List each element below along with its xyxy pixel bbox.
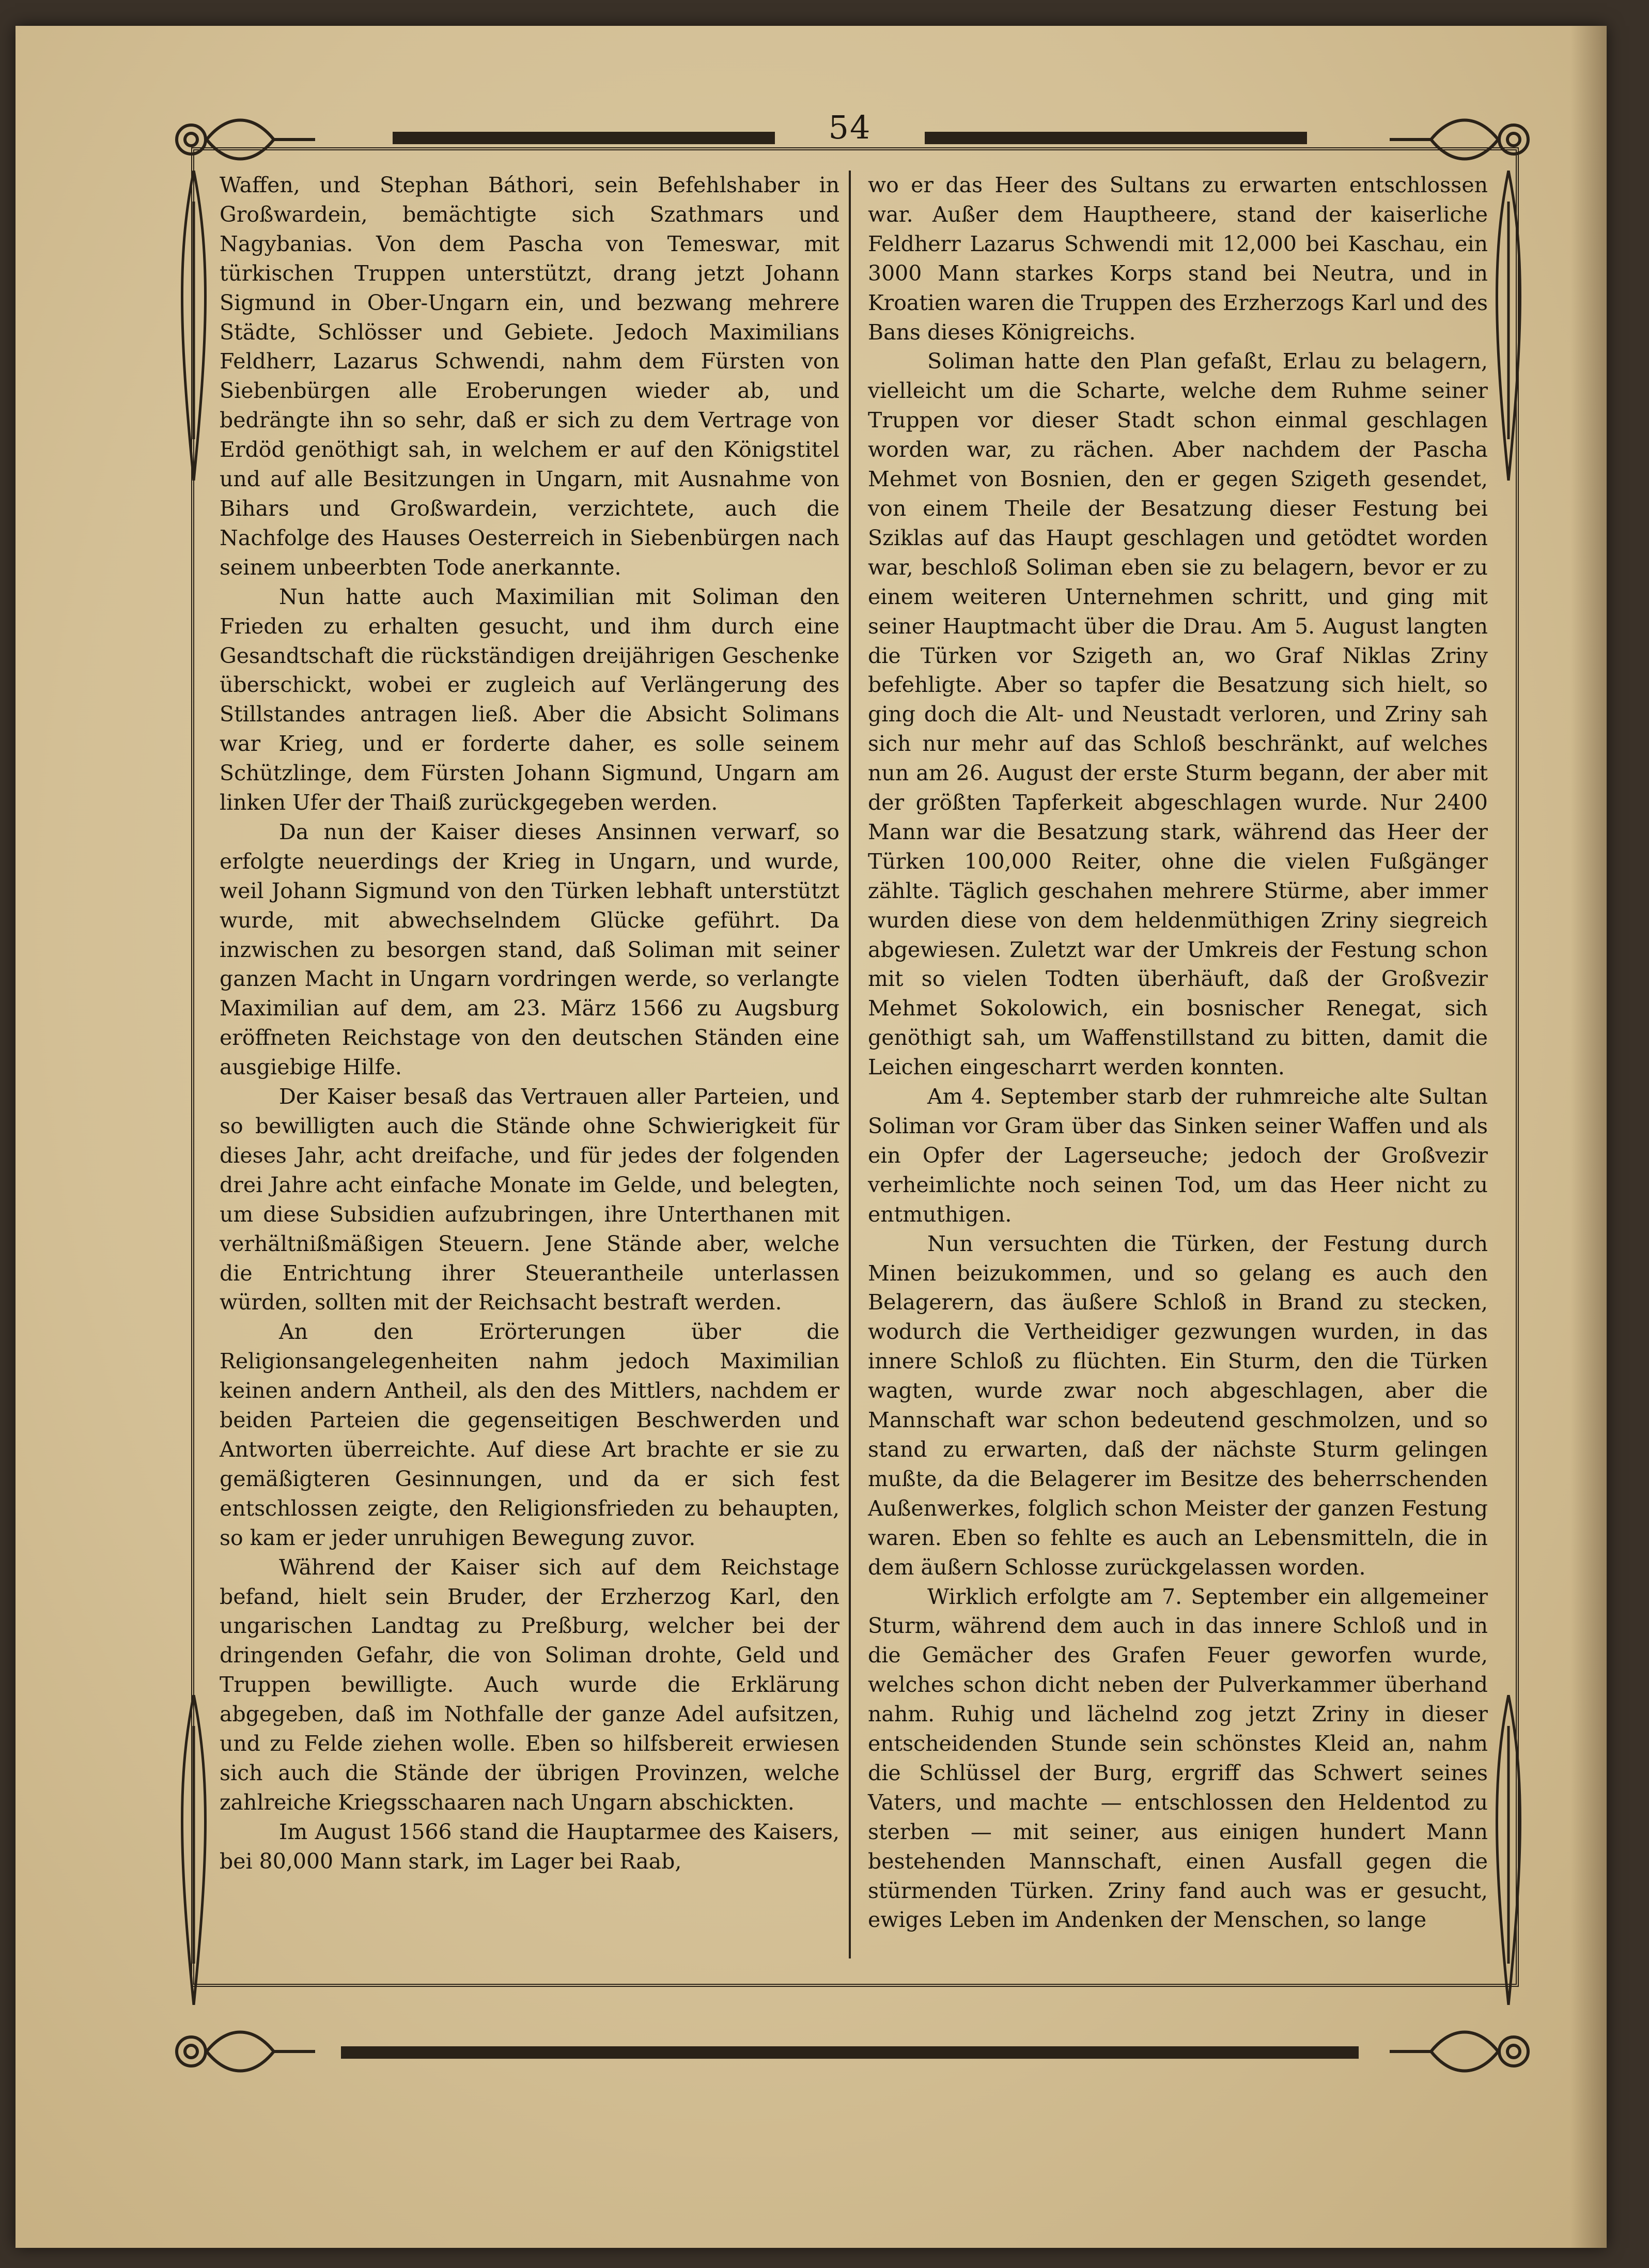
paragraph: Da nun der Kaiser dieses Ansinnen verwarf, so erfolgte neuerdings der Krieg in Ungarn, und wurde, weil Johann Sigmund von den Türken lebhaft unterstützt wurde, mit abwechselndem Glücke geführt. Da inzwischen zu besorgen stand, daß Soliman mit seiner ganzen Macht in Ungarn vordringen werde, so verlangte Maximilian auf dem, am 23. März 1566 zu Augsburg eröffneten Reichstage von den deutschen Ständen eine ausgiebige Hilfe.	[220, 819, 839, 1080]
text-column-left	[220, 171, 839, 1876]
paragraph: Während der Kaiser sich auf dem Reichstage befand, hielt sein Bruder, der Erzherzog Karl, den ungarischen Landtag zu Preßburg, welcher bei der dringenden Gefahr, die von Soliman drohte, Geld und Truppen bewilligte. Auch wurde die Erklärung abgegeben, daß im Nothfalle der ganze Adel aufsitzen, und zu Felde ziehen wolle. Eben so hilfsbereit erwiesen sich auch die Stände der übrigen Provinzen, welche zahlreiche Kriegsschaaren nach Ungarn abschickten.	[220, 1554, 839, 1815]
corner-ornament-bottom-left	[170, 2015, 315, 2088]
paragraph: Wirklich erfolgte am 7. September ein allgemeiner Sturm, während dem auch in das innere Schloß und in die Gemächer des Grafen Feuer geworfen wurde, welches schon dicht neben der Pulverkammer überhand nahm. Ruhig und lächelnd zog jetzt Zriny in dieser entscheidenden Stunde sein schönstes Kleid an, nahm die Schlüssel der Burg, ergriff das Schwert seines Vaters, und machte — entschlossen den Heldentod zu sterben — mit seiner, aus einigen hundert Mann bestehenden Mannschaft, einen Ausfall gegen die stürmenden Türken. Zriny fand auch was er gesucht, ewiges Leben im Andenken der Menschen, so lange	[868, 1584, 1488, 1933]
side-ornament-right	[1488, 171, 1529, 481]
corner-ornament-bottom-right	[1390, 2015, 1534, 2088]
paragraph: Waffen, und Stephan Báthori, sein Befehlshaber in Großwardein, bemächtigte sich Szathmars und Nagybanias. Von dem Pascha von Temeswar, mit türkischen Truppen unterstützt, drang jetzt Johann Sigmund in Ober-Ungarn ein, und bezwang mehrere Städte, Schlösser und Gebiete. Jedoch Maximilians Feldherr, Lazarus Schwendi, nahm dem Fürsten von Siebenbürgen alle Eroberungen wieder ab, und bedrängte ihn so sehr, daß er sich zu dem Vertrage von Erdöd genöthigt sah, in welchem er auf den Königstitel und auf alle Besitzungen in Ungarn, mit Ausnahme von Bihars und Großwardein, verzichtete, auch die Nachfolge des Hauses Oesterreich in Siebenbürgen nach seinem unbeerbten Tode anerkannte.	[220, 173, 839, 580]
paragraph: Nun hatte auch Maximilian mit Soliman den Frieden zu erhalten gesucht, und ihm durch eine Gesandtschaft die rückständigen dreijährigen Geschenke überschickt, wobei er zugleich auf Verlängerung des Stillstandes antragen ließ. Aber die Absicht Solimans war Krieg, und er forderte daher, es solle seinem Schützlinge, dem Fürsten Johann Sigmund, Ungarn am linken Ufer der Thaiß zurückgegeben werden.	[220, 584, 839, 815]
page-edge-shadow	[1570, 26, 1607, 2248]
side-ornament-right-bottom	[1488, 1695, 1529, 2005]
header-rule-right	[925, 132, 1307, 144]
paragraph: Der Kaiser besaß das Vertrauen aller Parteien, und so bewilligten auch die Stände ohne Schwierigkeit für dieses Jahr, acht dreifache, und für jedes der folgenden drei Jahre acht einfache Monate im Gelde, und belegten, um diese Subsidien aufzubringen, ihre Unterthanen mit verhältnißmäßigen Steuern. Jene Stände aber, welche die Entrichtung ihrer Steuerantheile unterlassen würden, sollten mit der Reichsacht bestraft werden.	[220, 1084, 839, 1315]
corner-ornament-top-right	[1390, 103, 1534, 176]
paragraph: Soliman hatte den Plan gefaßt, Erlau zu belagern, vielleicht um die Scharte, welche dem Ruhme seiner Truppen vor dieser Stadt schon einmal geschlagen worden war, zu rächen. Aber nachdem der Pascha Mehmet von Bosnien, den er gegen Szigeth gesendet, von einem Theile der Besatzung dieser Festung bei Sziklas auf das Haupt geschlagen und getödtet worden war, beschloß Soliman eben sie zu belagern, bevor er zu einem weiteren Unternehmen schritt, und ging mit seiner Hauptmacht über die Drau. Am 5. August langten die Türken vor Szigeth an, wo Graf Niklas Zriny befehligte. Aber so tapfer die Besatzung sich hielt, so ging doch die Alt- und Neustadt verloren, und Zriny sah sich nur mehr auf das Schloß beschränkt, auf welches nun am 26. August der erste Sturm begann, der aber mit der größten Tapferkeit abgeschlagen wurde. Nur 2400 Mann war die Besatzung stark, während das Heer der Türken 100,000 Reiter, ohne die vielen Fußgänger zählte. Täglich geschahen mehrere Stürme, aber immer wurden diese von dem heldenmüthigen Zriny siegreich abgewiesen. Zuletzt war der Umkreis der Festung schon mit so vielen Todten überhäuft, daß der Großvezir Mehmet Sokolowich, ein bosnischer Renegat, sich genöthigt sah, um Waffenstillstand zu bitten, damit die Leichen eingescharrt werden konnten.	[868, 349, 1488, 1080]
paragraph: An den Erörterungen über die Religionsangelegenheiten nahm jedoch Maximilian keinen andern Antheil, als den des Mittlers, nachdem er beiden Parteien die gegenseitigen Beschwerden und Antworten überreichte. Auf diese Art brachte er sie zu gemäßigteren Gesinnungen, und da er sich fest entschlossen zeigte, den Religionsfrieden zu behaupten, so kam er jeder unruhigen Bewegung zuvor.	[220, 1319, 839, 1550]
paragraph: Am 4. September starb der ruhmreiche alte Sultan Soliman vor Gram über das Sinken seiner Waffen und als ein Opfer der Lagerseuche; jedoch der Großvezir verheimlichte noch seinen Tod, um das Heer nicht zu entmuthigen.	[868, 1084, 1488, 1227]
side-ornament-left	[173, 171, 214, 481]
paragraph: Nun versuchten die Türken, der Festung durch Minen beizukommen, und so gelang es auch den Belagerern, das äußere Schloß in Brand zu stecken, wodurch die Vertheidiger gezwungen wurden, in das innere Schloß zu flüchten. Ein Sturm, den die Türken wagten, wurde zwar noch abgeschlagen, aber die Mannschaft war schon bedeutend geschmolzen, und so stand zu erwarten, daß der nächste Sturm gelingen mußte, da die Belagerer im Besitze des beherrschenden Außenwerkes, folglich schon Meister der ganzen Festung waren. Eben so fehlte es auch an Lebensmitteln, die in dem äußern Schlosse zurückgelassen worden.	[868, 1231, 1488, 1580]
footer-rule	[341, 2046, 1359, 2059]
corner-ornament-top-left	[170, 103, 315, 176]
header-rule-left	[393, 132, 775, 144]
text-column-right	[868, 171, 1488, 1935]
column-divider	[849, 171, 851, 1958]
paragraph: wo er das Heer des Sultans zu erwarten entschlossen war. Außer dem Hauptheere, stand der kaiserliche Feldherr Lazarus Schwendi mit 12,000 bei Kaschau, ein 3000 Mann starkes Korps stand bei Neutra, und in Kroatien waren die Truppen des Erzherzogs Karl und des Bans dieses Königreichs.	[868, 173, 1488, 345]
side-ornament-left-bottom	[173, 1695, 214, 2005]
paragraph: Im August 1566 stand die Hauptarmee des Kaisers, bei 80,000 Mann stark, im Lager bei Raab,	[220, 1819, 839, 1874]
page-number: 54	[828, 109, 872, 146]
